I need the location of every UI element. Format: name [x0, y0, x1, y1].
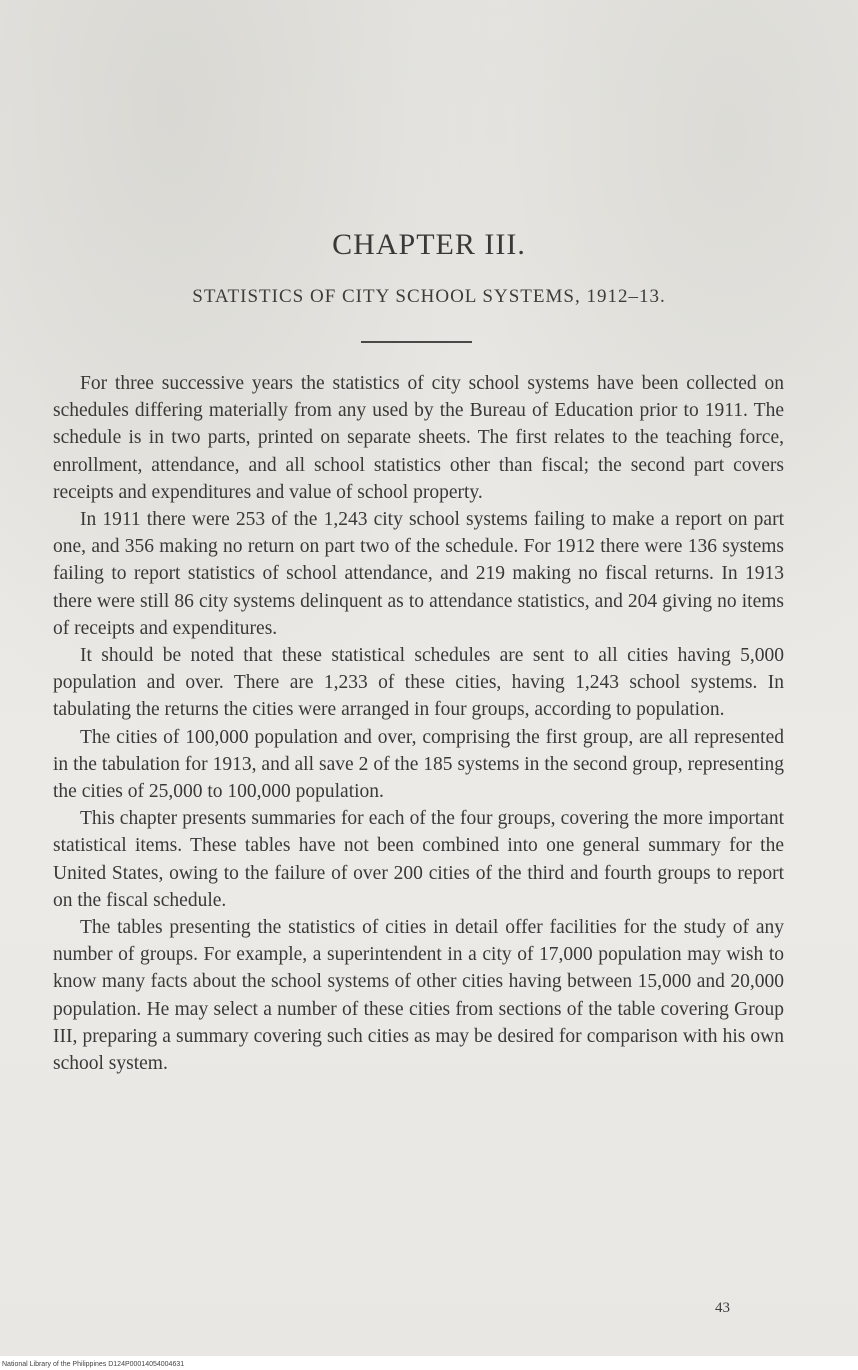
title-divider — [361, 341, 472, 343]
paragraph: The cities of 100,000 population and over, comprising the first group, are all represented in the tabulation for 1913, and all save 2 of the 185 systems in the second group, representing the cities of 25,000 to 100,000 population. — [53, 726, 784, 803]
page-number: 43 — [715, 1300, 730, 1316]
body-text — [53, 370, 784, 1077]
chapter-title: CHAPTER III. — [332, 228, 526, 261]
scan-footer-text: National Library of the Philippines D124P0001405400463​1 — [2, 1361, 185, 1368]
paragraph: For three successive years the statistics of city school systems have been collected on schedules differing materially from any used by the Bureau of Education prior to 1911. The schedule is in two parts, printed on separate sheets. The first relates to the teaching force, enrollment, attendance, and all school statistics other than fiscal; the second part covers receipts and expenditures and value of school property. — [53, 373, 784, 503]
scan-footer — [0, 1356, 858, 1370]
paragraph: The tables presenting the statistics of cities in detail offer facilities for the study of any number of groups. For example, a superintendent in a city of 17,000 population may wish to know many facts about the school systems of other cities having between 15,000 and 20,000 population. He may select a number of these cities from sections of the table covering Group III, preparing a summary covering such cities as may be desired for comparison with his own school system. — [53, 917, 784, 1075]
paragraph: It should be noted that these statistical schedules are sent to all cities having 5,000 population and over. There are 1,233 of these cities, having 1,243 school systems. In tabulating the returns the cities were arranged in four groups, according to population. — [53, 645, 784, 721]
paragraph: In 1911 there were 253 of the 1,243 city school systems failing to make a report on part one, and 356 making no return on part two of the schedule. For 1912 there were 136 systems failing to report statistics of school attendance, and 219 making no fiscal returns. In 1913 there were still 86 city systems delinquent as to attendance statistics, and 204 giving no items of receipts and expenditures. — [53, 509, 784, 639]
chapter-subtitle: STATISTICS OF CITY SCHOOL SYSTEMS, 1912–13. — [192, 286, 666, 307]
paragraph: This chapter presents summaries for each of the four groups, covering the more important statistical items. These tables have not been combined into one general summary for the United States, owing to the failure of over 200 cities of the third and fourth groups to report on the fiscal schedule. — [53, 808, 784, 911]
